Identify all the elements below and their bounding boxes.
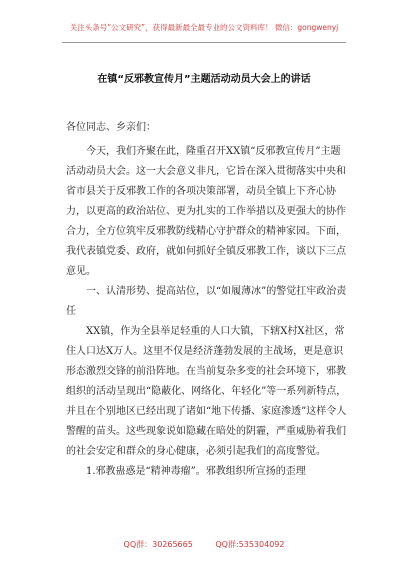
document-body xyxy=(66,118,348,482)
section-heading-1: 一、认清形势、提高站位，以“如履薄冰”的警觉扛牢政治责任 xyxy=(66,286,347,317)
header-divider xyxy=(62,42,346,43)
header-banner: 关注头条号“公文研究”，获得最新最全最专业的公文资料库！ 微信：gongwenyj xyxy=(69,23,339,32)
document-title: 在镇“反邪教宣传月”主题活动动员大会上的讲话 xyxy=(97,74,311,85)
paragraph-3: 1.邪教蛊惑是“精神毒瘤”。邪教组织所宣扬的歪理 xyxy=(86,466,306,477)
footer-qq-group-2: QQ群:535304092 xyxy=(215,540,285,549)
greeting: 各位同志、乡亲们： xyxy=(66,122,156,133)
footer-contact xyxy=(0,539,408,550)
footer-qq-group-1: QQ群：30265665 xyxy=(123,540,193,549)
paragraph-2: XX镇，作为全县举足轻重的人口大镇，下辖X村X社区，常住人口达X万人。这里不仅是经济蓬勃发展的主战场，更是意识形态激烈交锋的前沿阵地。在当前复杂多变的社会环境下，邪教组织的活动呈现出“隐蔽化、网络化、年轻化”等一系列新特点，并且在个别地区已经出现了诸如“地下传播、家庭渗透”这样令人警醒的苗头。这些现象说如隐藏在暗处的阴霾，严重威胁着我们的社会安定和群众的身心健康，必须引起我们的高度警觉。 xyxy=(66,326,347,457)
paragraph-1: 今天，我们齐聚在此，隆重召开XX镇“反邪教宣传月”主题活动动员大会。这一大会意义非凡，它旨在深入贯彻落实中央和省市县关于反邪教工作的各项决策部署，动员全镇上下齐心协力，以更高的政治站位、更为扎实的工作举措以及更强大的协作合力，全方位筑牢反邪教防线精心守护群众的精神家园。下面，我代表镇党委、政府，就如何抓好全镇反邪教工作，谈以下三点意见。 xyxy=(66,146,346,277)
